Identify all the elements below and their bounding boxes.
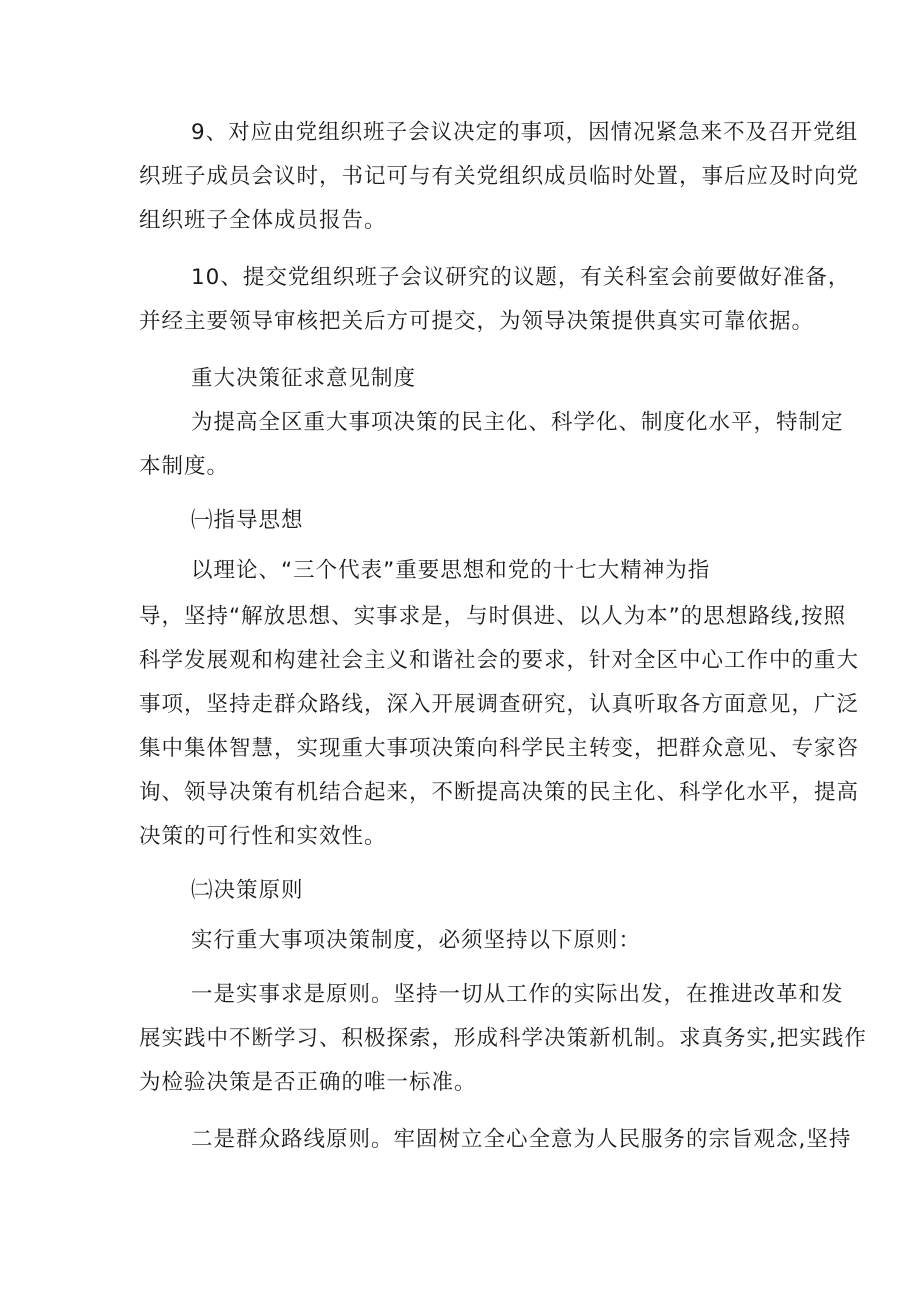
guiding-line-6: 询、领导决策有机结合起来，不断提高决策的民主化、科学化水平，提高	[139, 780, 860, 805]
subheading-guiding-thought: ㈠指导思想	[191, 508, 304, 533]
principle-1-line-3: 为检验决策是否正确的唯一标准。	[139, 1070, 477, 1095]
item-9-line-1: 9、对应由党组织班子会议决定的事项，因情况紧急来不及召开党组	[191, 120, 859, 145]
guiding-line-1: 以理论、“三个代表”重要思想和党的十七大精神为指	[191, 558, 711, 583]
subheading-decision-principles: ㈡决策原则	[191, 878, 304, 903]
guiding-line-5: 集中集体智慧，实现重大事项决策向科学民主转变，把群众意见、专家咨	[139, 736, 860, 761]
intro-line-1: 为提高全区重大事项决策的民主化、科学化、制度化水平，特制定	[191, 410, 844, 435]
principle-1-line-1: 一是实事求是原则。坚持一切从工作的实际出发，在推进改革和发	[191, 982, 844, 1007]
principles-intro: 实行重大事项决策制度，必须坚持以下原则：	[191, 928, 642, 953]
item-10-line-2: 并经主要领导审核把关后方可提交，为领导决策提供真实可靠依据。	[139, 309, 815, 334]
item-9-line-3: 组织班子全体成员报告。	[139, 208, 387, 233]
item-9-line-2: 织班子成员会议时，书记可与有关党组织成员临时处置，事后应及时向党	[139, 164, 860, 189]
principle-1-line-2: 展实践中不断学习、积极探索，形成科学决策新机制。求真务实,把实践作	[139, 1026, 867, 1051]
guiding-line-2: 导，坚持“解放思想、实事求是，与时俱进、以人为本”的思想路线,按照	[139, 604, 847, 629]
intro-line-2: 本制度。	[139, 454, 230, 479]
section-heading: 重大决策征求意见制度	[191, 366, 417, 391]
guiding-line-3: 科学发展观和构建社会主义和谐社会的要求，针对全区中心工作中的重大	[139, 648, 860, 673]
guiding-line-7: 决策的可行性和实效性。	[139, 824, 387, 849]
principle-2-line-1: 二是群众路线原则。牢固树立全心全意为人民服务的宗旨观念,坚持	[191, 1127, 852, 1152]
guiding-line-4: 事项，坚持走群众路线，深入开展调查研究，认真听取各方面意见，广泛	[139, 692, 860, 717]
item-10-line-1: 10、提交党组织班子会议研究的议题，有关科室会前要做好准备，	[191, 265, 851, 290]
